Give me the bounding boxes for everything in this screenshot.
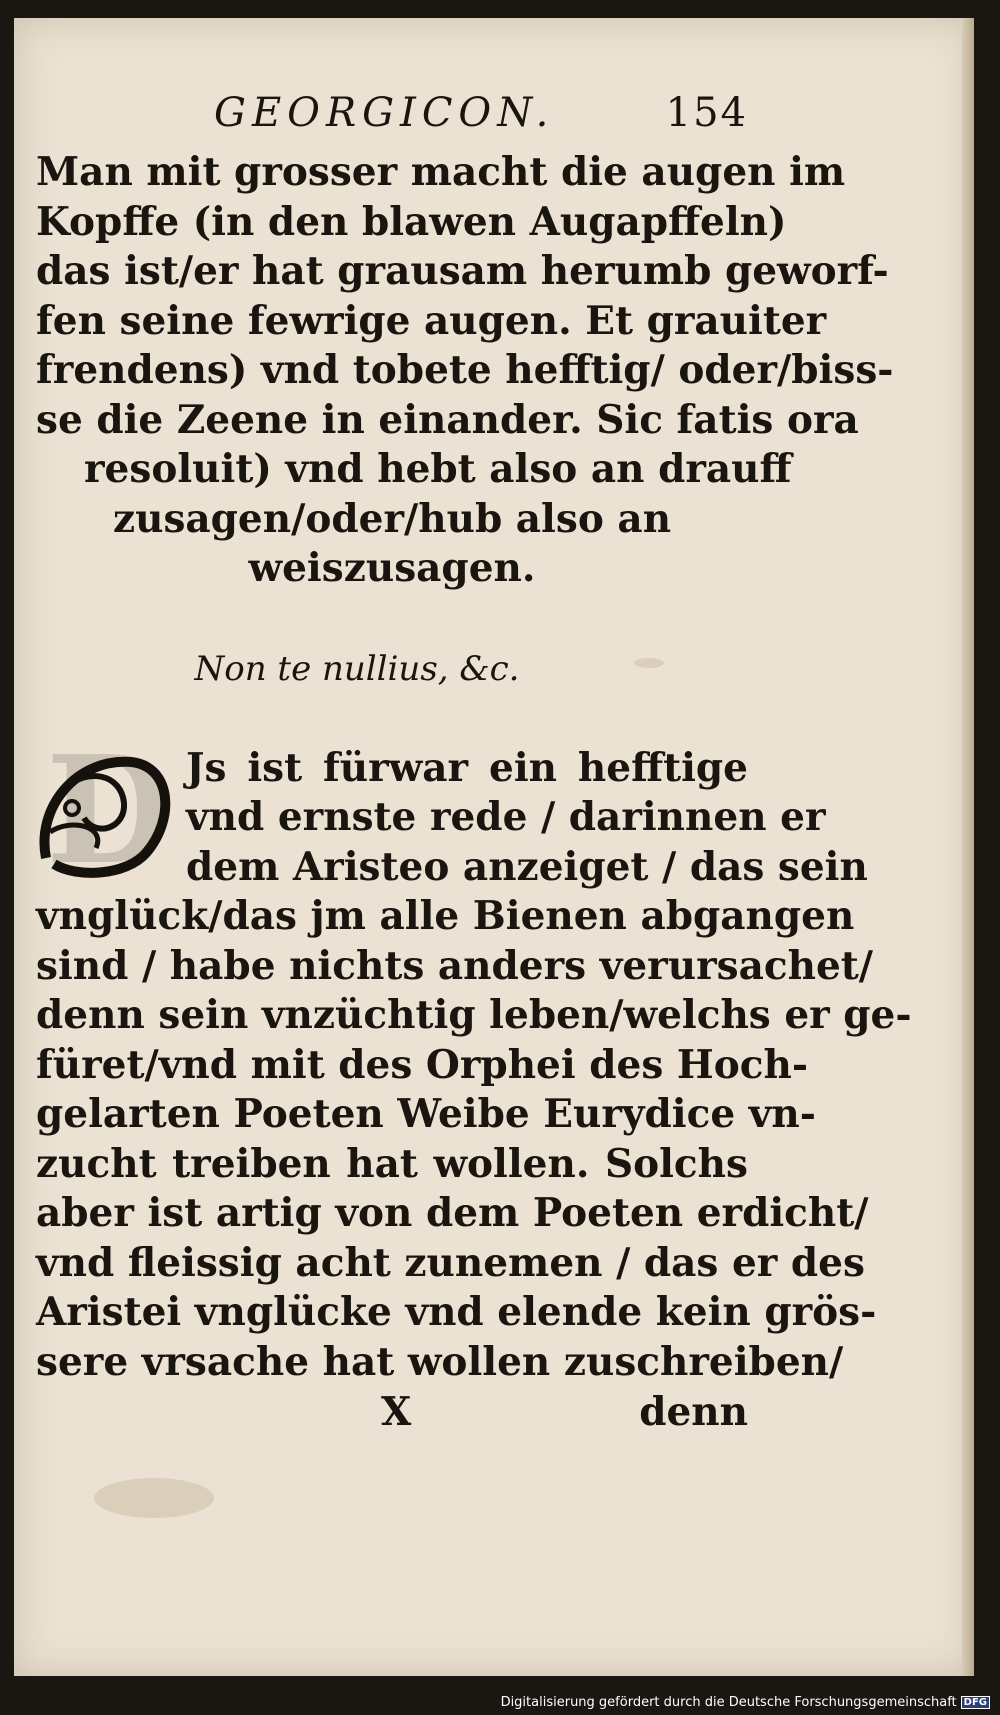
page-number: 154 — [665, 90, 748, 136]
digitization-credit — [497, 1694, 994, 1711]
paper-stain — [94, 1478, 214, 1518]
credit-text: Digitalisierung gefördert durch die Deutsche Forschungsgemeinschaft — [500, 1695, 957, 1710]
text-line: dem Aristeo anzeiget / das sein — [186, 843, 868, 890]
text-line: weiszusagen. — [248, 545, 536, 591]
text-line: fen seine fewrige augen. Et grauiter — [36, 297, 827, 344]
initial-letter: D — [45, 722, 175, 897]
text-line: vnd ernste rede / darinnen er — [186, 794, 826, 840]
page-edge — [962, 18, 974, 1676]
text-line: sind / habe nichts anders verursachet/ — [36, 942, 874, 989]
text-line: gelarten Poeten Weibe Eurydice vn- — [36, 1091, 816, 1137]
dfg-logo: DFG — [961, 1696, 990, 1709]
page-footer — [36, 1387, 748, 1437]
text-block — [36, 90, 912, 1437]
second-paragraph — [36, 722, 912, 1388]
text-line: das ist/er hat grausam herumb geworf- — [36, 248, 889, 294]
text-line: Kopffe (in den blawen Augapffeln) — [36, 198, 787, 245]
text-line: Js ist fürwar ein hefftige — [186, 744, 748, 791]
text-line: zusagen/oder/hub also an — [112, 495, 672, 542]
text-line: denn sein vnzüchtig leben/welchs er ge- — [36, 992, 912, 1038]
text-line: Man mit grosser macht die augen im — [36, 149, 846, 195]
decorated-initial — [36, 722, 184, 897]
text-line: aber ist artig von dem Poeten erdicht/ — [36, 1190, 869, 1236]
text-line: resoluit) vnd hebt also an drauff — [84, 446, 792, 492]
text-line: frendens) vnd tobete hefftig/ oder/biss- — [36, 347, 894, 393]
text-line: vnglück/das jm alle Bienen abgangen — [36, 893, 855, 939]
text-line: Aristei vnglücke vnd elende kein grös- — [36, 1289, 877, 1335]
text-line: zucht treiben hat wollen. Solchs — [36, 1140, 748, 1187]
running-title: GEORGICON. — [214, 90, 555, 136]
text-line: se die Zeene in einander. Sic fatis ora — [36, 396, 859, 443]
first-paragraph — [36, 148, 894, 594]
catchword: denn — [639, 1389, 748, 1435]
section-heading: Non te nullius, &c. — [194, 648, 520, 689]
page-header — [36, 90, 748, 148]
text-line: vnd fleissig acht zunemen / das er des — [36, 1239, 865, 1286]
text-line: füret/vnd mit des Orphei des Hoch- — [36, 1041, 809, 1088]
book-page — [14, 18, 974, 1676]
signature-mark: X — [381, 1389, 412, 1435]
text-line: sere vrsache hat wollen zuschreiben/ — [36, 1338, 844, 1385]
